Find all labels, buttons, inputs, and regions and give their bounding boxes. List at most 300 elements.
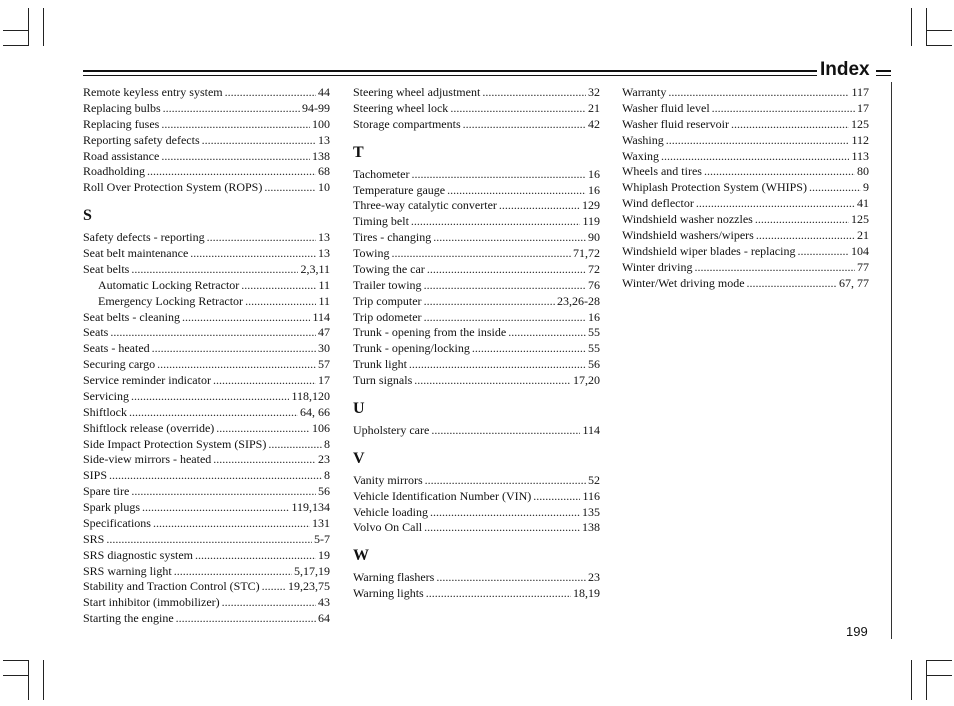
entry-pages: 68 (318, 164, 330, 179)
entry-pages: 11 (318, 293, 330, 308)
dot-leader (666, 133, 850, 149)
dot-leader (482, 85, 586, 101)
index-entry (83, 246, 330, 262)
entry-term: Upholstery care (353, 422, 430, 437)
entry-term: Spare tire (83, 484, 130, 499)
dot-leader (731, 117, 849, 133)
dot-leader (190, 246, 316, 262)
entry-term: Trunk - opening/locking (353, 341, 470, 356)
entry-pages: 47 (318, 325, 330, 340)
index-entry (83, 325, 330, 341)
entry-pages: 113 (851, 148, 869, 163)
entry-term: Windshield washer nozzles (622, 212, 753, 226)
index-entry (83, 85, 330, 101)
entry-term: SRS warning light (83, 563, 172, 578)
entry-term: Seat belts (83, 261, 130, 276)
dot-leader (245, 294, 316, 310)
section-letter: T (353, 143, 364, 161)
index-entry (83, 341, 330, 357)
entry-term: Reporting safety defects (83, 132, 200, 147)
dot-leader (213, 373, 316, 389)
index-entry (353, 505, 600, 521)
dot-leader (472, 341, 586, 357)
crop-mark (43, 8, 44, 46)
dot-leader (202, 133, 316, 149)
dot-leader (182, 310, 310, 326)
entry-term: Warranty (622, 85, 667, 99)
entry-term: Tachometer (353, 166, 410, 181)
index-entry (83, 595, 330, 611)
entry-term: Trailer towing (353, 277, 422, 292)
side-rule (891, 82, 892, 639)
entry-term: Warning flashers (353, 570, 435, 585)
index-entry (622, 276, 869, 292)
entry-term: Windshield washers/wipers (622, 227, 754, 242)
entry-term: Seats (83, 325, 109, 340)
dot-leader (213, 452, 316, 468)
dot-leader (411, 167, 586, 183)
index-entry (353, 101, 600, 117)
index-entry (353, 230, 600, 246)
index-entry (353, 85, 600, 101)
index-entry (622, 196, 869, 212)
entry-term: Side Impact Protection System (SIPS) (83, 436, 267, 451)
entry-term: Timing belt (353, 214, 409, 229)
entry-pages: 11 (318, 277, 330, 292)
dot-leader (414, 373, 571, 389)
dot-leader (129, 405, 298, 421)
entry-pages: 21 (588, 100, 600, 115)
index-entry (622, 164, 869, 180)
entry-term: Vehicle Identification Number (VIN) (353, 488, 532, 503)
index-entry (622, 212, 869, 228)
entry-pages: 106 (312, 420, 330, 435)
entry-pages: 117 (851, 85, 869, 99)
entry-term: Turn signals (353, 373, 413, 387)
header-rule (876, 70, 891, 72)
entry-pages: 17,20 (573, 373, 600, 387)
entry-term: Whiplash Protection System (WHIPS) (622, 180, 807, 195)
dot-leader (431, 423, 580, 439)
crop-mark (926, 675, 952, 676)
dot-leader (195, 548, 316, 564)
entry-term: Trip computer (353, 293, 422, 308)
header-rule (83, 70, 817, 72)
index-entry (83, 611, 330, 627)
index-entry (622, 149, 869, 165)
dot-leader (109, 468, 322, 484)
entry-pages: 19,23,75 (288, 579, 330, 594)
index-entry (83, 389, 330, 405)
entry-term: Stability and Traction Control (STC) (83, 579, 260, 594)
dot-leader (424, 310, 586, 326)
page-title: Index (820, 59, 870, 80)
section-letter: S (83, 207, 92, 225)
entry-pages: 32 (588, 85, 600, 99)
entry-pages: 76 (588, 277, 600, 292)
dot-leader (262, 579, 286, 595)
entry-pages: 138 (312, 148, 330, 163)
entry-pages: 8 (324, 468, 330, 483)
index-entry (353, 198, 600, 214)
entry-term: Wheels and tires (622, 164, 702, 179)
entry-pages: 43 (318, 595, 330, 610)
entry-term: Vanity mirrors (353, 472, 423, 487)
entry-term: SRS diagnostic system (83, 547, 194, 562)
dot-leader (696, 196, 855, 212)
entry-pages: 72 (588, 261, 600, 276)
index-entry (622, 85, 869, 101)
entry-pages: 119,134 (291, 500, 330, 514)
index-entry (353, 357, 600, 373)
dot-leader (425, 473, 586, 489)
dot-leader (222, 595, 316, 611)
index-entry (622, 260, 869, 276)
dot-leader (704, 164, 855, 180)
index-entry (83, 101, 330, 117)
index-entry (353, 278, 600, 294)
entry-term: Washer fluid level (622, 100, 710, 115)
index-entry (353, 520, 600, 536)
entry-pages: 16 (588, 166, 600, 181)
entry-pages: 114 (312, 309, 330, 324)
dot-leader (668, 85, 849, 101)
crop-mark (926, 30, 952, 31)
index-entry (353, 262, 600, 278)
entry-pages: 13 (318, 246, 330, 260)
index-entry (83, 373, 330, 389)
entry-pages: 10 (318, 180, 330, 195)
dot-leader (207, 230, 316, 246)
crop-mark (911, 8, 912, 46)
entry-term: SIPS (83, 468, 108, 483)
section-letter: V (353, 449, 365, 467)
crop-mark (3, 675, 29, 676)
entry-pages: 19 (318, 547, 330, 562)
entry-term: Towing (353, 246, 390, 260)
entry-pages: 64 (318, 611, 330, 626)
entry-pages: 8 (324, 436, 330, 451)
index-entry (83, 484, 330, 500)
index-entry (353, 167, 600, 183)
dot-leader (499, 198, 580, 214)
entry-term: Seat belts - cleaning (83, 309, 180, 324)
entry-term: Three-way catalytic converter (353, 198, 497, 213)
index-entry (83, 180, 330, 196)
entry-term: Safety defects - reporting (83, 230, 205, 245)
entry-term: Winter/Wet driving mode (622, 275, 745, 290)
crop-mark (3, 30, 29, 31)
dot-leader (153, 516, 310, 532)
section-letter: U (353, 399, 365, 417)
entry-term: Roll Over Protection System (ROPS) (83, 180, 263, 195)
entry-pages: 30 (318, 341, 330, 356)
index-entry (622, 117, 869, 133)
index-entry (83, 579, 330, 595)
entry-term: Side-view mirrors - heated (83, 452, 212, 467)
entry-pages: 23 (588, 570, 600, 585)
entry-pages: 13 (318, 230, 330, 245)
dot-leader (241, 278, 316, 294)
dot-leader (152, 341, 316, 357)
index-entry (622, 244, 869, 260)
entry-term: Trunk - opening from the inside (353, 325, 507, 340)
entry-term: SRS (83, 531, 105, 546)
entry-pages: 80 (857, 164, 869, 179)
entry-term: Trunk light (353, 357, 407, 372)
entry-pages: 129 (582, 198, 600, 213)
entry-term: Steering wheel lock (353, 100, 449, 115)
dot-leader (755, 212, 849, 228)
dot-leader (161, 149, 310, 165)
entry-pages: 77 (857, 259, 869, 274)
entry-pages: 104 (851, 243, 869, 258)
entry-pages: 118,120 (291, 388, 330, 403)
index-entry (83, 133, 330, 149)
entry-term: Winter driving (622, 259, 693, 274)
index-column-1 (83, 85, 330, 627)
dot-leader (264, 180, 316, 196)
entry-term: Emergency Locking Retractor (98, 293, 244, 308)
entry-term: Securing cargo (83, 357, 156, 372)
entry-pages: 16 (588, 182, 600, 197)
entry-pages: 42 (588, 116, 600, 131)
dot-leader (436, 570, 586, 586)
entry-pages: 112 (851, 132, 869, 147)
dot-leader (392, 246, 572, 262)
entry-pages: 56 (588, 357, 600, 372)
entry-term: Windshield wiper blades - replacing (622, 243, 796, 258)
entry-term: Replacing bulbs (83, 100, 161, 115)
index-entry (622, 228, 869, 244)
dot-leader (157, 357, 316, 373)
entry-term: Roadholding (83, 164, 145, 179)
entry-term: Washer fluid reservoir (622, 116, 729, 131)
entry-pages: 56 (318, 484, 330, 499)
crop-mark (43, 660, 44, 700)
entry-pages: 71,72 (573, 246, 600, 260)
index-entry (353, 373, 600, 389)
crop-mark (926, 45, 952, 46)
entry-pages: 55 (588, 341, 600, 356)
index-entry (83, 516, 330, 532)
entry-term: Starting the engine (83, 611, 174, 626)
dot-leader (268, 437, 322, 453)
entry-pages: 64, 66 (300, 404, 330, 419)
entry-pages: 13 (318, 132, 330, 147)
entry-pages: 57 (318, 357, 330, 372)
dot-leader (447, 183, 586, 199)
index-entry (353, 423, 600, 439)
entry-term: Shiftlock (83, 404, 127, 419)
entry-pages: 55 (588, 325, 600, 340)
dot-leader (433, 230, 586, 246)
dot-leader (809, 180, 861, 196)
dot-leader (508, 325, 586, 341)
index-entry (622, 133, 869, 149)
entry-pages: 5,17,19 (294, 563, 330, 578)
dot-leader (147, 164, 316, 180)
index-entry (83, 230, 330, 246)
index-entry (83, 421, 330, 437)
entry-pages: 41 (857, 196, 869, 211)
index-entry (353, 214, 600, 230)
index-entry (83, 357, 330, 373)
entry-pages: 114 (582, 422, 600, 437)
dot-leader (424, 520, 580, 536)
entry-term: Spark plugs (83, 500, 140, 514)
entry-term: Start inhibitor (immobilizer) (83, 595, 220, 610)
index-entry (353, 586, 600, 602)
dot-leader (424, 294, 555, 310)
entry-term: Seats - heated (83, 341, 150, 356)
entry-term: Tires - changing (353, 230, 432, 245)
index-entry (83, 117, 330, 133)
dot-leader (695, 260, 856, 276)
entry-term: Steering wheel adjustment (353, 85, 481, 99)
entry-term: Road assistance (83, 148, 160, 163)
index-entry (353, 341, 600, 357)
entry-pages: 44 (318, 85, 330, 99)
page-number: 199 (846, 624, 868, 639)
dot-leader (161, 117, 310, 133)
dot-leader (430, 505, 580, 521)
entry-term: Volvo On Call (353, 520, 423, 535)
crop-mark (926, 660, 927, 700)
index-entry (83, 452, 330, 468)
entry-term: Seat belt maintenance (83, 246, 189, 260)
entry-term: Remote keyless entry system (83, 85, 223, 99)
dot-leader (797, 244, 849, 260)
dot-leader (131, 389, 289, 405)
entry-pages: 125 (851, 212, 869, 226)
entry-term: Temperature gauge (353, 182, 446, 197)
dot-leader (533, 489, 580, 505)
entry-term: Trip odometer (353, 309, 422, 324)
dot-leader (411, 214, 581, 230)
entry-term: Washing (622, 132, 664, 147)
dot-leader (747, 276, 837, 292)
dot-leader (756, 228, 855, 244)
index-entry (83, 564, 330, 580)
entry-term: Specifications (83, 515, 151, 530)
index-entry (353, 246, 600, 262)
dot-leader (463, 117, 586, 133)
dot-leader (110, 325, 316, 341)
entry-pages: 21 (857, 227, 869, 242)
crop-mark (3, 45, 29, 46)
index-entry (622, 101, 869, 117)
dot-leader (142, 500, 289, 516)
index-entry (353, 473, 600, 489)
crop-mark (3, 660, 29, 661)
header-rule (876, 75, 891, 76)
entry-pages: 23,26-28 (557, 293, 600, 308)
entry-term: Shiftlock release (override) (83, 420, 215, 435)
entry-term: Warning lights (353, 586, 424, 601)
entry-pages: 18,19 (573, 586, 600, 601)
index-entry (83, 294, 330, 310)
entry-term: Replacing fuses (83, 116, 160, 131)
entry-pages: 16 (588, 309, 600, 324)
index-entry (353, 325, 600, 341)
entry-pages: 138 (582, 520, 600, 535)
index-entry (83, 262, 330, 278)
entry-term: Service reminder indicator (83, 373, 211, 387)
dot-leader (174, 564, 292, 580)
entry-pages: 17 (857, 100, 869, 115)
crop-mark (926, 660, 952, 661)
entry-pages: 5-7 (314, 531, 330, 546)
entry-pages: 2,3,11 (300, 261, 330, 276)
index-column-3 (622, 85, 869, 291)
index-entry (83, 500, 330, 516)
dot-leader (225, 85, 316, 101)
dot-leader (131, 484, 316, 500)
entry-term: Servicing (83, 388, 129, 403)
entry-pages: 135 (582, 504, 600, 519)
index-entry (353, 489, 600, 505)
index-entry (83, 278, 330, 294)
entry-pages: 52 (588, 472, 600, 487)
dot-leader (427, 262, 586, 278)
header-rule (83, 75, 817, 76)
dot-leader (424, 278, 586, 294)
dot-leader (176, 611, 316, 627)
entry-pages: 23 (318, 452, 330, 467)
index-entry (83, 149, 330, 165)
dot-leader (163, 101, 300, 117)
index-entry (353, 183, 600, 199)
index-entry (622, 180, 869, 196)
index-entry (83, 405, 330, 421)
index-entry (353, 294, 600, 310)
index-entry (353, 310, 600, 326)
index-entry (83, 468, 330, 484)
entry-pages: 9 (863, 180, 869, 195)
index-entry (83, 532, 330, 548)
entry-pages: 67, 77 (839, 275, 869, 290)
entry-term: Towing the car (353, 261, 425, 276)
entry-term: Waxing (622, 148, 660, 163)
crop-mark (911, 660, 912, 700)
entry-pages: 94-99 (302, 100, 330, 115)
index-entry (83, 310, 330, 326)
entry-pages: 17 (318, 373, 330, 387)
entry-term: Automatic Locking Retractor (98, 277, 240, 292)
dot-leader (426, 586, 571, 602)
index-column-2 (353, 85, 600, 602)
index-entry (353, 570, 600, 586)
entry-pages: 116 (582, 488, 600, 503)
entry-pages: 131 (312, 515, 330, 530)
dot-leader (712, 101, 855, 117)
index-entry (353, 117, 600, 133)
dot-leader (106, 532, 312, 548)
dot-leader (661, 149, 849, 165)
crop-mark (926, 8, 927, 46)
index-entry (83, 164, 330, 180)
entry-pages: 100 (312, 116, 330, 131)
entry-pages: 119 (582, 214, 600, 229)
dot-leader (450, 101, 586, 117)
index-entry (83, 548, 330, 564)
dot-leader (216, 421, 310, 437)
entry-term: Vehicle loading (353, 504, 428, 519)
entry-pages: 125 (851, 116, 869, 131)
entry-pages: 90 (588, 230, 600, 245)
crop-mark (28, 8, 29, 46)
